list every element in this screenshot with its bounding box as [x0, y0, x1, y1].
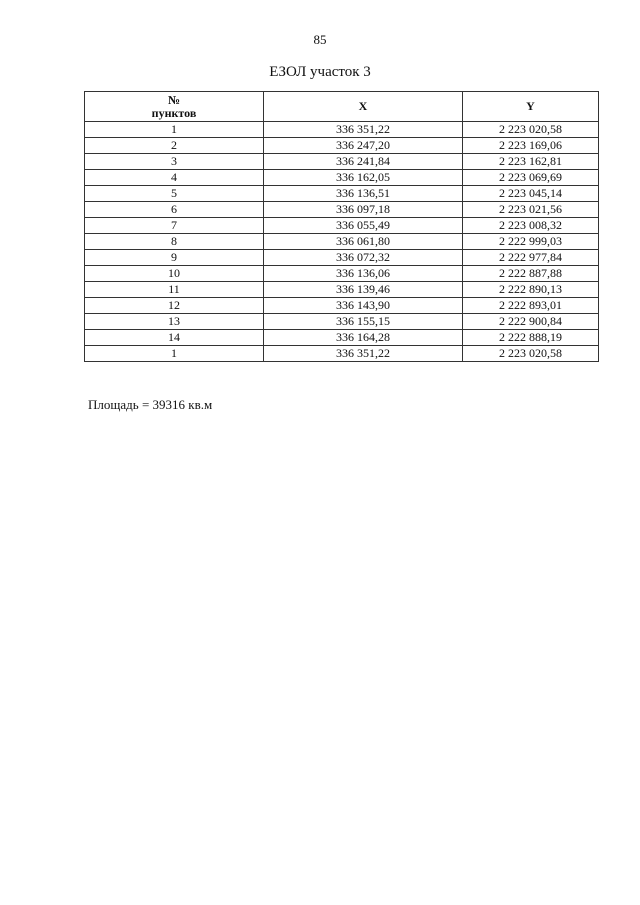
table-row	[85, 234, 599, 250]
cell-x: 336 097,18	[264, 202, 463, 218]
cell-point-number: 5	[85, 186, 264, 202]
page-number: 85	[313, 32, 327, 47]
cell-point-number: 9	[85, 250, 264, 266]
cell-point-number: 1	[85, 346, 264, 362]
header-point-number-symbol: №	[167, 92, 181, 107]
cell-point-number: 13	[85, 314, 264, 330]
cell-x: 336 351,22	[264, 346, 463, 362]
coordinates-table	[84, 91, 599, 362]
cell-point-number: 10	[85, 266, 264, 282]
table-header-row	[85, 92, 599, 122]
cell-y: 2 222 890,13	[463, 282, 599, 298]
cell-point-number: 6	[85, 202, 264, 218]
table-row	[85, 202, 599, 218]
table-row	[85, 282, 599, 298]
cell-x: 336 136,06	[264, 266, 463, 282]
cell-x: 336 055,49	[264, 218, 463, 234]
table-row	[85, 154, 599, 170]
cell-x: 336 061,80	[264, 234, 463, 250]
table-row	[85, 218, 599, 234]
table-row	[85, 170, 599, 186]
header-point-number	[85, 92, 264, 122]
cell-point-number: 14	[85, 330, 264, 346]
cell-y: 2 222 900,84	[463, 314, 599, 330]
header-point-number-label: пунктов	[151, 105, 197, 120]
cell-y: 2 223 162,81	[463, 154, 599, 170]
table-row	[85, 122, 599, 138]
cell-y: 2 223 008,32	[463, 218, 599, 234]
cell-x: 336 139,46	[264, 282, 463, 298]
cell-x: 336 351,22	[264, 122, 463, 138]
cell-point-number: 1	[85, 122, 264, 138]
cell-y: 2 222 977,84	[463, 250, 599, 266]
table-row	[85, 250, 599, 266]
cell-point-number: 12	[85, 298, 264, 314]
table-row	[85, 298, 599, 314]
cell-y: 2 222 888,19	[463, 330, 599, 346]
cell-y: 2 222 893,01	[463, 298, 599, 314]
cell-y: 2 223 021,56	[463, 202, 599, 218]
cell-y: 2 223 045,14	[463, 186, 599, 202]
cell-y: 2 223 169,06	[463, 138, 599, 154]
cell-y: 2 223 020,58	[463, 122, 599, 138]
table-body	[85, 122, 599, 362]
cell-x: 336 143,90	[264, 298, 463, 314]
table-row	[85, 138, 599, 154]
cell-point-number: 4	[85, 170, 264, 186]
cell-point-number: 7	[85, 218, 264, 234]
cell-x: 336 162,05	[264, 170, 463, 186]
cell-x: 336 136,51	[264, 186, 463, 202]
table-row	[85, 314, 599, 330]
cell-x: 336 241,84	[264, 154, 463, 170]
header-y: Y	[463, 92, 599, 122]
table-row	[85, 346, 599, 362]
document-title: ЕЗОЛ участок 3	[269, 64, 371, 80]
cell-x: 336 247,20	[264, 138, 463, 154]
cell-y: 2 223 020,58	[463, 346, 599, 362]
cell-point-number: 2	[85, 138, 264, 154]
table-row	[85, 266, 599, 282]
table-row	[85, 330, 599, 346]
area-note: Площадь = 39316 кв.м	[88, 397, 213, 412]
cell-point-number: 8	[85, 234, 264, 250]
cell-x: 336 072,32	[264, 250, 463, 266]
cell-y: 2 222 999,03	[463, 234, 599, 250]
cell-point-number: 11	[85, 282, 264, 298]
header-x: X	[264, 92, 463, 122]
cell-y: 2 223 069,69	[463, 170, 599, 186]
cell-point-number: 3	[85, 154, 264, 170]
cell-y: 2 222 887,88	[463, 266, 599, 282]
cell-x: 336 155,15	[264, 314, 463, 330]
table-row	[85, 186, 599, 202]
cell-x: 336 164,28	[264, 330, 463, 346]
